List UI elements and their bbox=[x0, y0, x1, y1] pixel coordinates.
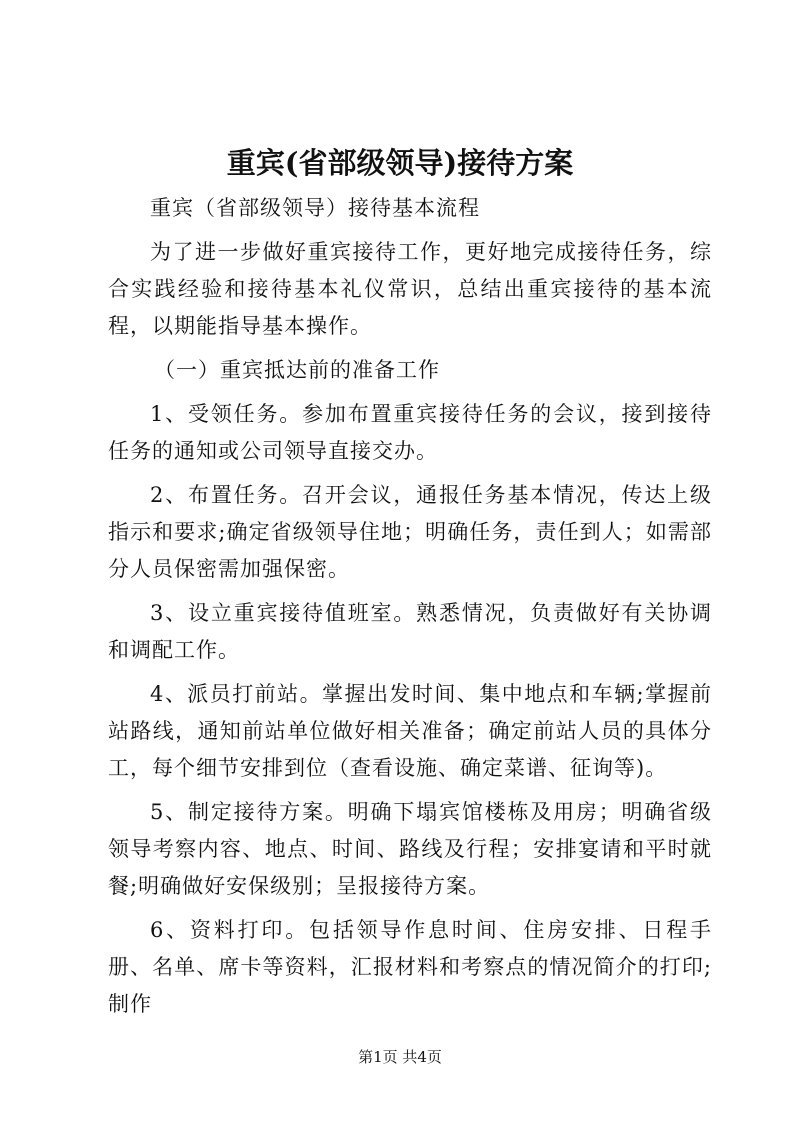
document-title: 重宾(省部级领导)接待方案 bbox=[226, 146, 574, 180]
document-body bbox=[108, 190, 712, 1023]
paragraph-step-4: 4、派员打前站。掌握出发时间、集中地点和车辆;掌握前站路线，通知前站单位做好相关准备；确定前站人员的具体分工，每个细节安排到位（查看设施、确定菜谱、征询等)。 bbox=[108, 682, 712, 780]
paragraph-step-1: 1、受领任务。参加布置重宾接待任务的会议，接到接待任务的通知或公司领导直接交办。 bbox=[108, 402, 712, 463]
paragraph-process-heading: 重宾（省部级领导）接待基本流程 bbox=[150, 196, 480, 220]
paragraph-step-3: 3、设立重宾接待值班室。熟悉情况，负责做好有关协调和调配工作。 bbox=[108, 601, 712, 662]
section-heading-preparation: （一）重宾抵达前的准备工作 bbox=[154, 358, 440, 382]
paragraph-intro: 为了进一步做好重宾接待工作，更好地完成接待任务，综合实践经验和接待基本礼仪常识，总结出重宾接待的基本流程，以期能指导基本操作。 bbox=[108, 240, 712, 338]
page-number-footer: 第1页 共4页 bbox=[358, 1048, 442, 1066]
paragraph-step-2: 2、布置任务。召开会议，通报任务基本情况，传达上级指示和要求;确定省级领导住地；明确任务，责任到人；如需部分人员保密需加强保密。 bbox=[108, 483, 712, 581]
paragraph-step-5: 5、制定接待方案。明确下塌宾馆楼栋及用房；明确省级领导考察内容、地点、时间、路线及行程；安排宴请和平时就餐;明确做好安保级别；呈报接待方案。 bbox=[108, 800, 712, 898]
paragraph-step-6: 6、资料打印。包括领导作息时间、住房安排、日程手册、名单、席卡等资料，汇报材料和考察点的情况简介的打印;制作 bbox=[108, 918, 712, 1016]
